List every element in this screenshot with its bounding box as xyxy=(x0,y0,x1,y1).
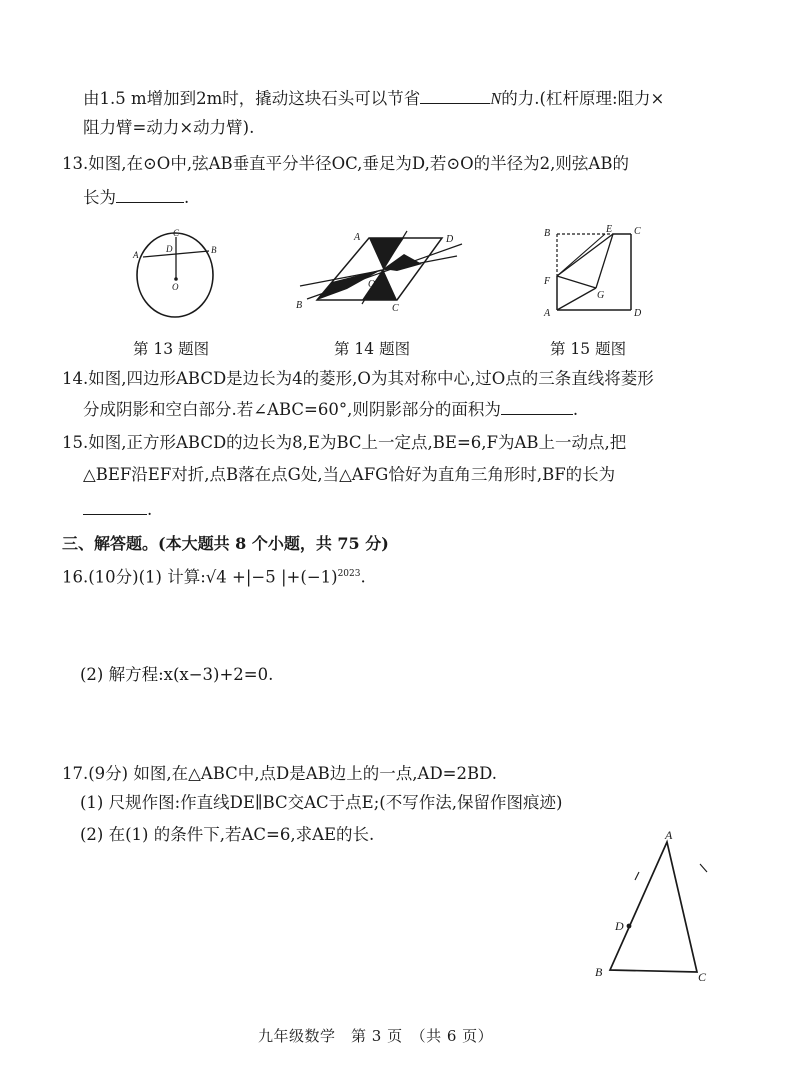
fig15-label-b: B xyxy=(544,228,551,239)
q13-end: . xyxy=(184,188,190,207)
fig13-label-c: C xyxy=(173,228,180,238)
q15-line3 xyxy=(83,498,152,521)
q14-text: 分成阴影和空白部分.若∠ABC=60°,则阴影部分的面积为 xyxy=(83,400,501,419)
fig15-label-d: D xyxy=(634,308,642,319)
fig17-label-c: C xyxy=(698,970,707,984)
q12-answer-blank xyxy=(420,87,490,104)
q15-end: . xyxy=(147,500,153,519)
fig14-label-d: D xyxy=(446,234,454,245)
section3-heading: 三、解答题。(本大题共 8 个小题，共 75 分) xyxy=(62,534,389,553)
q13-text: 长为 xyxy=(83,188,116,207)
q16-part1-end: . xyxy=(360,567,366,587)
fig17-arc-mark-1 xyxy=(635,872,639,880)
q14-line2 xyxy=(83,398,578,421)
q17-line1: 17.(9分) 如图,在△ABC中,点D是AB边上的一点,AD=2BD. xyxy=(62,764,498,783)
fig15-line-fg xyxy=(557,276,596,288)
fig15-label-c: C xyxy=(634,226,641,237)
fig15-line-ag xyxy=(557,288,596,310)
q17-line2: (1) 尺规作图:作直线DE∥BC交AC于点E;(不写作法,保留作图痕迹) xyxy=(80,793,563,812)
fig13-circle xyxy=(137,233,213,317)
fig15-label-f: F xyxy=(544,276,551,287)
q14-answer-blank xyxy=(501,398,573,415)
fig15-fold-line xyxy=(557,234,605,276)
fig14-caption: 第 14 题图 xyxy=(334,340,411,358)
q16-part2: (2) 解方程:x(x−3)+2=0. xyxy=(80,665,274,684)
fig14-label-o: O xyxy=(368,279,376,290)
q15-line2: △BEF沿EF对折,点B落在点G处,当△AFG恰好为直角三角形时,BF的长为 xyxy=(83,465,616,484)
fig13-label-d: D xyxy=(166,244,173,254)
q16-part1-text: 16.(10分)(1) 计算:√4 +|−5 |+(−1) xyxy=(62,567,338,587)
q15-line1: 15.如图,正方形ABCD的边长为8,E为BC上一定点,BE=6,F为AB上一动点,把 xyxy=(62,433,627,452)
fig15-label-e: E xyxy=(606,224,613,235)
q13-line1: 13.如图,在⊙O中,弦AB垂直平分半径OC,垂足为D,若⊙O的半径为2,则弦AB的 xyxy=(62,154,629,173)
fig13-label-o: O xyxy=(172,282,179,292)
q16-part1 xyxy=(62,563,366,589)
q13-answer-blank xyxy=(116,186,184,203)
q13-line2 xyxy=(83,186,189,209)
fig14-label-c: C xyxy=(392,303,399,314)
figure-13 xyxy=(125,225,225,325)
fig15-label-g: G xyxy=(597,290,605,301)
fig14-label-a: A xyxy=(354,232,361,243)
fig17-label-b: B xyxy=(595,965,603,979)
q12-line1 xyxy=(83,87,664,110)
fig17-label-d: D xyxy=(615,919,624,933)
fig15-caption: 第 15 题图 xyxy=(550,340,627,358)
q17-line3: (2) 在(1) 的条件下,若AC=6,求AE的长. xyxy=(80,825,375,844)
q16-exponent: 2023 xyxy=(337,569,361,579)
q14-end: . xyxy=(572,400,579,419)
fig13-label-a: A xyxy=(133,250,139,260)
figure-17 xyxy=(585,822,715,987)
fig13-caption: 第 13 题图 xyxy=(133,340,210,358)
q12-text-b: 的力.(杠杆原理:阻力× xyxy=(501,89,665,108)
fig14-label-b: B xyxy=(296,300,303,311)
fig13-center-point xyxy=(174,277,178,281)
q15-answer-blank xyxy=(83,498,147,515)
q12-unit: N xyxy=(490,89,502,108)
q12-text-a: 由1.5 m增加到2m时，撬动这块石头可以节省 xyxy=(83,89,421,108)
fig17-label-a: A xyxy=(665,828,673,842)
fig15-line-fe xyxy=(557,234,613,276)
fig13-label-b: B xyxy=(211,245,217,255)
q12-line2: 阻力臂=动力×动力臂). xyxy=(83,118,255,137)
q14-line1: 14.如图,四边形ABCD是边长为4的菱形,O为其对称中心,过O点的三条直线将菱形 xyxy=(62,369,654,388)
page-footer: 九年级数学 第 3 页 （共 6 页） xyxy=(258,1027,494,1045)
figure-14 xyxy=(292,226,467,316)
fig15-line-ge xyxy=(596,234,613,288)
figure-15 xyxy=(540,222,650,322)
fig15-label-a: A xyxy=(544,308,551,319)
fig17-point-d xyxy=(627,924,632,929)
fig17-triangle xyxy=(610,842,697,972)
fig17-arc-mark-2 xyxy=(700,864,707,872)
